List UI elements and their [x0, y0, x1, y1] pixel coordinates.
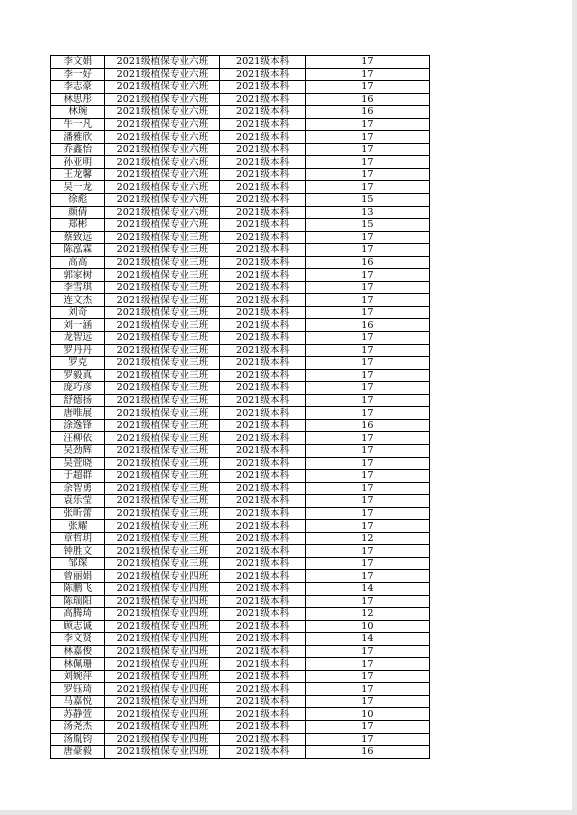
- student-name-cell: 连文杰: [51, 294, 105, 307]
- class-name-cell: 2021级植保专业四班: [105, 582, 220, 595]
- score-cell: 17: [305, 143, 429, 156]
- student-name-cell: 涂逸锋: [51, 419, 105, 432]
- class-name-cell: 2021级植保专业六班: [105, 131, 220, 144]
- student-name-cell: 乔鑫怡: [51, 143, 105, 156]
- table-row: [51, 495, 430, 508]
- page-edge-bottom: [0, 810, 577, 815]
- score-cell: 17: [305, 294, 429, 307]
- student-name-cell: 高高: [51, 256, 105, 269]
- student-name-cell: 潘雅欣: [51, 131, 105, 144]
- grade-level-cell: 2021级本科: [220, 695, 305, 708]
- score-cell: 16: [305, 256, 429, 269]
- score-cell: 16: [305, 419, 429, 432]
- student-name-cell: 汤尧杰: [51, 720, 105, 733]
- table-row: [51, 244, 430, 257]
- table-row: [51, 143, 430, 156]
- grade-level-cell: 2021级本科: [220, 733, 305, 746]
- class-name-cell: 2021级植保专业三班: [105, 357, 220, 370]
- grade-level-cell: 2021级本科: [220, 394, 305, 407]
- class-name-cell: 2021级植保专业四班: [105, 683, 220, 696]
- table-row: [51, 332, 430, 345]
- score-cell: 17: [305, 658, 429, 671]
- student-name-cell: 徐彪: [51, 194, 105, 207]
- class-name-cell: 2021级植保专业四班: [105, 695, 220, 708]
- score-cell: 17: [305, 131, 429, 144]
- student-name-cell: 林嘉俊: [51, 645, 105, 658]
- score-cell: 15: [305, 219, 429, 232]
- score-cell: 10: [305, 708, 429, 721]
- score-cell: 17: [305, 269, 429, 282]
- score-cell: 14: [305, 633, 429, 646]
- table-row: [51, 595, 430, 608]
- score-cell: 17: [305, 733, 429, 746]
- class-name-cell: 2021级植保专业三班: [105, 532, 220, 545]
- grade-level-cell: 2021级本科: [220, 269, 305, 282]
- table-row: [51, 56, 430, 69]
- table-row: [51, 168, 430, 181]
- score-cell: 17: [305, 181, 429, 194]
- student-name-cell: 余智勇: [51, 482, 105, 495]
- grade-level-cell: 2021级本科: [220, 595, 305, 608]
- table-row: [51, 118, 430, 131]
- class-name-cell: 2021级植保专业六班: [105, 181, 220, 194]
- score-cell: 17: [305, 545, 429, 558]
- grade-level-cell: 2021级本科: [220, 557, 305, 570]
- student-name-cell: 高腾琦: [51, 608, 105, 621]
- grade-level-cell: 2021级本科: [220, 81, 305, 94]
- class-name-cell: 2021级植保专业三班: [105, 470, 220, 483]
- student-name-cell: 刘奇: [51, 306, 105, 319]
- score-cell: 17: [305, 520, 429, 533]
- grade-level-cell: 2021级本科: [220, 344, 305, 357]
- table-row: [51, 382, 430, 395]
- table-row: [51, 557, 430, 570]
- score-cell: 16: [305, 93, 429, 106]
- class-name-cell: 2021级植保专业三班: [105, 382, 220, 395]
- class-name-cell: 2021级植保专业四班: [105, 733, 220, 746]
- grade-level-cell: 2021级本科: [220, 470, 305, 483]
- score-cell: 17: [305, 56, 429, 69]
- student-name-cell: 马嘉悦: [51, 695, 105, 708]
- score-cell: 17: [305, 570, 429, 583]
- score-cell: 17: [305, 670, 429, 683]
- score-cell: 17: [305, 444, 429, 457]
- class-name-cell: 2021级植保专业三班: [105, 369, 220, 382]
- grade-level-cell: 2021级本科: [220, 194, 305, 207]
- class-name-cell: 2021级植保专业六班: [105, 106, 220, 119]
- score-cell: 17: [305, 720, 429, 733]
- student-roster-table: [50, 55, 430, 759]
- score-cell: 17: [305, 394, 429, 407]
- class-name-cell: 2021级植保专业四班: [105, 708, 220, 721]
- grade-level-cell: 2021级本科: [220, 746, 305, 759]
- grade-level-cell: 2021级本科: [220, 369, 305, 382]
- table-row: [51, 93, 430, 106]
- student-name-cell: 陈瑞阳: [51, 595, 105, 608]
- table-row: [51, 419, 430, 432]
- class-name-cell: 2021级植保专业三班: [105, 432, 220, 445]
- class-name-cell: 2021级植保专业三班: [105, 269, 220, 282]
- score-cell: 17: [305, 495, 429, 508]
- student-name-cell: 袁乐莹: [51, 495, 105, 508]
- grade-level-cell: 2021级本科: [220, 520, 305, 533]
- grade-level-cell: 2021级本科: [220, 168, 305, 181]
- table-row: [51, 206, 430, 219]
- grade-level-cell: 2021级本科: [220, 156, 305, 169]
- table-row: [51, 281, 430, 294]
- class-name-cell: 2021级植保专业六班: [105, 68, 220, 81]
- student-name-cell: 林琬: [51, 106, 105, 119]
- score-cell: 17: [305, 683, 429, 696]
- score-cell: 10: [305, 620, 429, 633]
- score-cell: 17: [305, 645, 429, 658]
- student-name-cell: 陈泓霖: [51, 244, 105, 257]
- class-name-cell: 2021级植保专业三班: [105, 545, 220, 558]
- table-row: [51, 670, 430, 683]
- student-name-cell: 吴劲辉: [51, 444, 105, 457]
- student-name-cell: 汤胤钧: [51, 733, 105, 746]
- grade-level-cell: 2021级本科: [220, 708, 305, 721]
- score-cell: 17: [305, 168, 429, 181]
- student-name-cell: 李志豪: [51, 81, 105, 94]
- table-row: [51, 457, 430, 470]
- score-cell: 17: [305, 369, 429, 382]
- score-cell: 17: [305, 306, 429, 319]
- student-name-cell: 李雪琪: [51, 281, 105, 294]
- student-name-cell: 林思彤: [51, 93, 105, 106]
- score-cell: 17: [305, 68, 429, 81]
- score-cell: 17: [305, 507, 429, 520]
- table-row: [51, 231, 430, 244]
- table-row: [51, 432, 430, 445]
- student-name-cell: 章哲玥: [51, 532, 105, 545]
- score-cell: 16: [305, 746, 429, 759]
- table-row: [51, 369, 430, 382]
- class-name-cell: 2021级植保专业四班: [105, 658, 220, 671]
- grade-level-cell: 2021级本科: [220, 645, 305, 658]
- score-cell: 17: [305, 407, 429, 420]
- class-name-cell: 2021级植保专业四班: [105, 645, 220, 658]
- student-name-cell: 邹琛: [51, 557, 105, 570]
- class-name-cell: 2021级植保专业三班: [105, 332, 220, 345]
- table-row: [51, 545, 430, 558]
- grade-level-cell: 2021级本科: [220, 532, 305, 545]
- student-name-cell: 郭家树: [51, 269, 105, 282]
- class-name-cell: 2021级植保专业三班: [105, 281, 220, 294]
- table-row: [51, 582, 430, 595]
- student-name-cell: 苏静萱: [51, 708, 105, 721]
- table-row: [51, 695, 430, 708]
- table-row: [51, 620, 430, 633]
- grade-level-cell: 2021级本科: [220, 131, 305, 144]
- table-row: [51, 156, 430, 169]
- class-name-cell: 2021级植保专业三班: [105, 256, 220, 269]
- class-name-cell: 2021级植保专业六班: [105, 56, 220, 69]
- table-row: [51, 608, 430, 621]
- class-name-cell: 2021级植保专业四班: [105, 595, 220, 608]
- student-name-cell: 吴一龙: [51, 181, 105, 194]
- student-name-cell: 唐豪毅: [51, 746, 105, 759]
- class-name-cell: 2021级植保专业三班: [105, 306, 220, 319]
- grade-level-cell: 2021级本科: [220, 93, 305, 106]
- class-name-cell: 2021级植保专业六班: [105, 81, 220, 94]
- student-name-cell: 颜倩: [51, 206, 105, 219]
- table-row: [51, 708, 430, 721]
- grade-level-cell: 2021级本科: [220, 106, 305, 119]
- class-name-cell: 2021级植保专业四班: [105, 633, 220, 646]
- class-name-cell: 2021级植保专业六班: [105, 143, 220, 156]
- table-row: [51, 319, 430, 332]
- grade-level-cell: 2021级本科: [220, 570, 305, 583]
- student-name-cell: 林佩珊: [51, 658, 105, 671]
- score-cell: 17: [305, 382, 429, 395]
- grade-level-cell: 2021级本科: [220, 56, 305, 69]
- table-row: [51, 131, 430, 144]
- score-cell: 14: [305, 582, 429, 595]
- table-row: [51, 683, 430, 696]
- grade-level-cell: 2021级本科: [220, 256, 305, 269]
- table-row: [51, 520, 430, 533]
- score-cell: 17: [305, 244, 429, 257]
- score-cell: 17: [305, 332, 429, 345]
- score-cell: 12: [305, 532, 429, 545]
- grade-level-cell: 2021级本科: [220, 658, 305, 671]
- class-name-cell: 2021级植保专业四班: [105, 570, 220, 583]
- grade-level-cell: 2021级本科: [220, 683, 305, 696]
- grade-level-cell: 2021级本科: [220, 206, 305, 219]
- grade-level-cell: 2021级本科: [220, 244, 305, 257]
- class-name-cell: 2021级植保专业三班: [105, 294, 220, 307]
- grade-level-cell: 2021级本科: [220, 444, 305, 457]
- class-name-cell: 2021级植保专业六班: [105, 206, 220, 219]
- student-name-cell: 汪柳依: [51, 432, 105, 445]
- student-name-cell: 于超群: [51, 470, 105, 483]
- class-name-cell: 2021级植保专业三班: [105, 394, 220, 407]
- class-name-cell: 2021级植保专业四班: [105, 746, 220, 759]
- student-name-cell: 罗克: [51, 357, 105, 370]
- grade-level-cell: 2021级本科: [220, 181, 305, 194]
- class-name-cell: 2021级植保专业三班: [105, 507, 220, 520]
- student-name-cell: 陈鹏飞: [51, 582, 105, 595]
- student-name-cell: 王龙馨: [51, 168, 105, 181]
- table-row: [51, 269, 430, 282]
- grade-level-cell: 2021级本科: [220, 281, 305, 294]
- class-name-cell: 2021级植保专业三班: [105, 520, 220, 533]
- student-name-cell: 张昕蕾: [51, 507, 105, 520]
- student-name-cell: 吴萱晓: [51, 457, 105, 470]
- student-name-cell: 罗毅真: [51, 369, 105, 382]
- class-name-cell: 2021级植保专业三班: [105, 495, 220, 508]
- table-row: [51, 733, 430, 746]
- table-row: [51, 407, 430, 420]
- student-name-cell: 曾丽娟: [51, 570, 105, 583]
- score-cell: 17: [305, 357, 429, 370]
- class-name-cell: 2021级植保专业三班: [105, 344, 220, 357]
- class-name-cell: 2021级植保专业三班: [105, 319, 220, 332]
- student-name-cell: 钟胜文: [51, 545, 105, 558]
- table-row: [51, 532, 430, 545]
- grade-level-cell: 2021级本科: [220, 620, 305, 633]
- class-name-cell: 2021级植保专业四班: [105, 608, 220, 621]
- class-name-cell: 2021级植保专业四班: [105, 720, 220, 733]
- table-row: [51, 294, 430, 307]
- page-edge-right: [572, 0, 577, 815]
- grade-level-cell: 2021级本科: [220, 382, 305, 395]
- class-name-cell: 2021级植保专业四班: [105, 620, 220, 633]
- student-name-cell: 蔡致远: [51, 231, 105, 244]
- student-name-cell: 龙智远: [51, 332, 105, 345]
- grade-level-cell: 2021级本科: [220, 319, 305, 332]
- table-row: [51, 256, 430, 269]
- grade-level-cell: 2021级本科: [220, 482, 305, 495]
- score-cell: 17: [305, 457, 429, 470]
- table-row: [51, 394, 430, 407]
- score-cell: 17: [305, 118, 429, 131]
- table-row: [51, 570, 430, 583]
- class-name-cell: 2021级植保专业三班: [105, 482, 220, 495]
- grade-level-cell: 2021级本科: [220, 118, 305, 131]
- student-name-cell: 顾志诚: [51, 620, 105, 633]
- grade-level-cell: 2021级本科: [220, 143, 305, 156]
- table-row: [51, 658, 430, 671]
- score-cell: 17: [305, 231, 429, 244]
- student-name-cell: 舒德扬: [51, 394, 105, 407]
- student-name-cell: 刘婉萍: [51, 670, 105, 683]
- grade-level-cell: 2021级本科: [220, 507, 305, 520]
- grade-level-cell: 2021级本科: [220, 357, 305, 370]
- class-name-cell: 2021级植保专业三班: [105, 444, 220, 457]
- student-name-cell: 张耀: [51, 520, 105, 533]
- student-name-cell: 罗钰琦: [51, 683, 105, 696]
- grade-level-cell: 2021级本科: [220, 419, 305, 432]
- class-name-cell: 2021级植保专业三班: [105, 419, 220, 432]
- table-row: [51, 106, 430, 119]
- score-cell: 17: [305, 482, 429, 495]
- grade-level-cell: 2021级本科: [220, 332, 305, 345]
- class-name-cell: 2021级植保专业六班: [105, 118, 220, 131]
- table-row: [51, 81, 430, 94]
- score-cell: 17: [305, 557, 429, 570]
- student-name-cell: 刘一涵: [51, 319, 105, 332]
- table-row: [51, 306, 430, 319]
- score-cell: 15: [305, 194, 429, 207]
- student-name-cell: 唐唯展: [51, 407, 105, 420]
- table-row: [51, 645, 430, 658]
- class-name-cell: 2021级植保专业三班: [105, 231, 220, 244]
- roster-body: [51, 56, 430, 759]
- score-cell: 17: [305, 281, 429, 294]
- score-cell: 17: [305, 432, 429, 445]
- class-name-cell: 2021级植保专业六班: [105, 93, 220, 106]
- score-cell: 17: [305, 344, 429, 357]
- score-cell: 16: [305, 106, 429, 119]
- student-name-cell: 牛一凡: [51, 118, 105, 131]
- grade-level-cell: 2021级本科: [220, 306, 305, 319]
- class-name-cell: 2021级植保专业六班: [105, 194, 220, 207]
- score-cell: 17: [305, 695, 429, 708]
- table-row: [51, 219, 430, 232]
- grade-level-cell: 2021级本科: [220, 608, 305, 621]
- grade-level-cell: 2021级本科: [220, 633, 305, 646]
- table-row: [51, 194, 430, 207]
- class-name-cell: 2021级植保专业三班: [105, 244, 220, 257]
- grade-level-cell: 2021级本科: [220, 720, 305, 733]
- grade-level-cell: 2021级本科: [220, 670, 305, 683]
- table-row: [51, 746, 430, 759]
- score-cell: 16: [305, 319, 429, 332]
- class-name-cell: 2021级植保专业六班: [105, 168, 220, 181]
- class-name-cell: 2021级植保专业三班: [105, 407, 220, 420]
- grade-level-cell: 2021级本科: [220, 545, 305, 558]
- grade-level-cell: 2021级本科: [220, 231, 305, 244]
- table-row: [51, 68, 430, 81]
- table-row: [51, 720, 430, 733]
- class-name-cell: 2021级植保专业三班: [105, 457, 220, 470]
- score-cell: 12: [305, 608, 429, 621]
- grade-level-cell: 2021级本科: [220, 68, 305, 81]
- student-name-cell: 庞巧彦: [51, 382, 105, 395]
- table-row: [51, 357, 430, 370]
- table-row: [51, 507, 430, 520]
- score-cell: 17: [305, 81, 429, 94]
- grade-level-cell: 2021级本科: [220, 457, 305, 470]
- table-row: [51, 181, 430, 194]
- student-name-cell: 罗丹丹: [51, 344, 105, 357]
- class-name-cell: 2021级植保专业六班: [105, 219, 220, 232]
- table-row: [51, 444, 430, 457]
- score-cell: 17: [305, 470, 429, 483]
- student-name-cell: 李一好: [51, 68, 105, 81]
- grade-level-cell: 2021级本科: [220, 219, 305, 232]
- table-row: [51, 633, 430, 646]
- table-row: [51, 344, 430, 357]
- class-name-cell: 2021级植保专业六班: [105, 156, 220, 169]
- score-cell: 17: [305, 156, 429, 169]
- student-name-cell: 李文贤: [51, 633, 105, 646]
- grade-level-cell: 2021级本科: [220, 407, 305, 420]
- score-cell: 13: [305, 206, 429, 219]
- student-name-cell: 孙亚明: [51, 156, 105, 169]
- table-row: [51, 482, 430, 495]
- class-name-cell: 2021级植保专业三班: [105, 557, 220, 570]
- table-row: [51, 470, 430, 483]
- grade-level-cell: 2021级本科: [220, 582, 305, 595]
- student-name-cell: 郑彬: [51, 219, 105, 232]
- grade-level-cell: 2021级本科: [220, 495, 305, 508]
- grade-level-cell: 2021级本科: [220, 294, 305, 307]
- class-name-cell: 2021级植保专业四班: [105, 670, 220, 683]
- score-cell: 17: [305, 595, 429, 608]
- grade-level-cell: 2021级本科: [220, 432, 305, 445]
- student-name-cell: 李文娟: [51, 56, 105, 69]
